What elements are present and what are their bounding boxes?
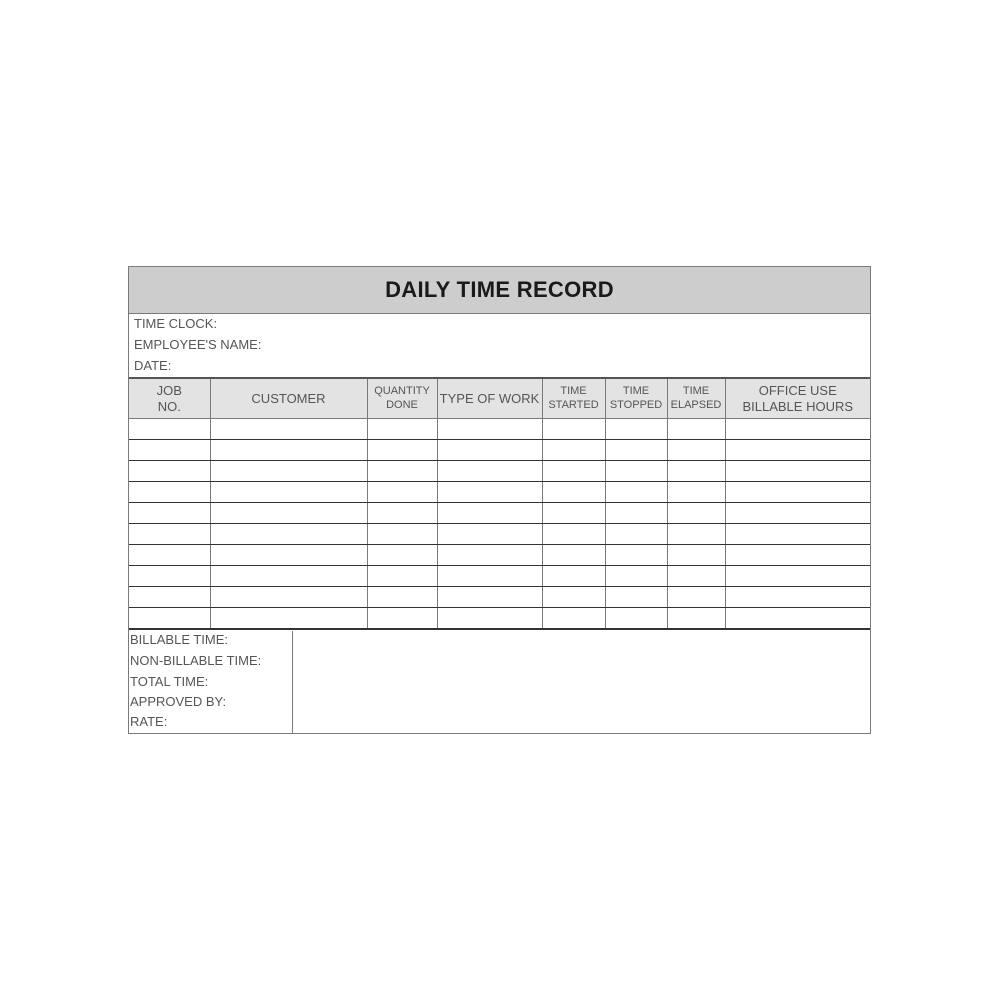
table-row [129,608,870,630]
column-header-line: JOB [156,382,182,398]
table-row [129,440,870,461]
time-clock-field[interactable] [134,316,217,331]
table-cell[interactable] [605,545,667,566]
table-cell[interactable] [210,545,367,566]
table-cell[interactable] [542,503,605,524]
table-cell[interactable] [129,524,210,545]
column-header-line: TIME [560,385,587,398]
table-cell[interactable] [725,566,870,587]
table-cell[interactable] [725,482,870,503]
table-cell[interactable] [605,566,667,587]
table-cell[interactable] [667,587,725,608]
table-cell[interactable] [210,440,367,461]
column-header-line: OFFICE USE [758,382,837,398]
table-cell[interactable] [605,608,667,630]
non-billable-time-label: NON-BILLABLE TIME: [130,653,262,668]
table-cell[interactable] [542,524,605,545]
column-header-time-elapsed [667,378,725,419]
table-cell[interactable] [437,608,542,630]
column-header-job-no [129,378,210,419]
table-cell[interactable] [725,503,870,524]
date-field[interactable] [134,358,171,373]
table-cell[interactable] [129,566,210,587]
summary-values-area[interactable] [293,631,870,733]
table-row [129,566,870,587]
table-cell[interactable] [129,461,210,482]
table-cell[interactable] [667,461,725,482]
table-cell[interactable] [210,419,367,440]
approved-by-label: APPROVED BY: [130,694,227,709]
table-cell[interactable] [725,440,870,461]
table-cell[interactable] [437,524,542,545]
table-cell[interactable] [605,461,667,482]
table-cell[interactable] [667,608,725,630]
column-header-time-started [542,378,605,419]
column-header-line: TIME [622,385,650,398]
column-header-line: BILLABLE HOURS [742,398,854,414]
table-row [129,461,870,482]
table-cell[interactable] [129,545,210,566]
time-clock-label: TIME CLOCK: [134,316,218,331]
table-cell[interactable] [129,503,210,524]
table-cell[interactable] [542,419,605,440]
column-header-line: STARTED [548,398,599,411]
column-header-type-of-work [437,378,542,419]
column-header-line: NO. [157,398,181,414]
table-cell[interactable] [210,608,367,630]
column-header-line: DONE [386,398,418,411]
table-header-row [129,378,870,419]
table-cell[interactable] [667,545,725,566]
table-cell[interactable] [367,566,437,587]
table-cell[interactable] [542,545,605,566]
table-cell[interactable] [367,419,437,440]
table-cell[interactable] [437,482,542,503]
table-cell[interactable] [367,608,437,630]
table-body [129,419,870,630]
table-cell[interactable] [210,566,367,587]
table-cell[interactable] [667,440,725,461]
table-cell[interactable] [129,587,210,608]
billable-time-label: BILLABLE TIME: [130,632,229,647]
table-cell[interactable] [605,419,667,440]
table-cell[interactable] [725,587,870,608]
table-cell[interactable] [667,503,725,524]
column-header-time-stopped [605,378,667,419]
employee-info-section [129,314,870,377]
rate-label: RATE: [130,714,168,729]
column-header-customer [210,378,367,419]
table-cell[interactable] [367,503,437,524]
table-cell[interactable] [129,440,210,461]
daily-time-record-form [128,266,871,734]
time-entry-table [129,377,870,630]
column-header-line: TYPE OF WORK [439,390,540,406]
table-cell[interactable] [437,587,542,608]
table-cell[interactable] [210,482,367,503]
table-cell[interactable] [437,545,542,566]
table-cell[interactable] [367,440,437,461]
table-cell[interactable] [367,461,437,482]
table-cell[interactable] [605,482,667,503]
table-cell[interactable] [667,524,725,545]
table-cell[interactable] [210,503,367,524]
table-cell[interactable] [437,440,542,461]
employee-name-field[interactable] [134,337,261,352]
table-cell[interactable] [367,587,437,608]
table-cell[interactable] [210,524,367,545]
date-label: DATE: [134,358,172,373]
table-cell[interactable] [725,608,870,630]
table-cell[interactable] [437,461,542,482]
table-row [129,587,870,608]
table-cell[interactable] [542,566,605,587]
table-cell[interactable] [210,461,367,482]
summary-labels [129,631,293,733]
table-cell[interactable] [667,482,725,503]
table-cell[interactable] [605,587,667,608]
table-cell[interactable] [725,545,870,566]
table-cell[interactable] [605,503,667,524]
table-cell[interactable] [367,482,437,503]
table-cell[interactable] [725,419,870,440]
table-row [129,503,870,524]
column-header-line: TIME [682,385,710,398]
table-cell[interactable] [210,587,367,608]
employee-name-label: EMPLOYEE'S NAME: [134,337,262,352]
table-cell[interactable] [605,440,667,461]
column-header-line: CUSTOMER [251,390,326,406]
table-cell[interactable] [437,503,542,524]
table-cell[interactable] [542,440,605,461]
table-cell[interactable] [367,524,437,545]
table-cell[interactable] [667,419,725,440]
column-header-quantity-done [367,378,437,419]
table-cell[interactable] [725,461,870,482]
table-cell[interactable] [542,461,605,482]
table-cell[interactable] [129,419,210,440]
table-cell[interactable] [605,524,667,545]
table-cell[interactable] [542,587,605,608]
table-cell[interactable] [437,419,542,440]
table-row [129,524,870,545]
column-header-office-use-billable-hours [725,378,870,419]
summary-section [129,631,870,733]
form-title: DAILY TIME RECORD [129,267,870,314]
table-row [129,482,870,503]
table-cell[interactable] [542,608,605,630]
total-time-label: TOTAL TIME: [130,674,209,689]
column-header-line: QUANTITY [374,385,430,398]
table-cell[interactable] [725,524,870,545]
table-cell[interactable] [129,608,210,630]
table-cell[interactable] [667,566,725,587]
column-header-line: ELAPSED [670,398,722,411]
table-cell[interactable] [129,482,210,503]
table-row [129,419,870,440]
table-cell[interactable] [542,482,605,503]
table-cell[interactable] [437,566,542,587]
table-cell[interactable] [367,545,437,566]
column-header-line: STOPPED [609,398,663,411]
table-row [129,545,870,566]
